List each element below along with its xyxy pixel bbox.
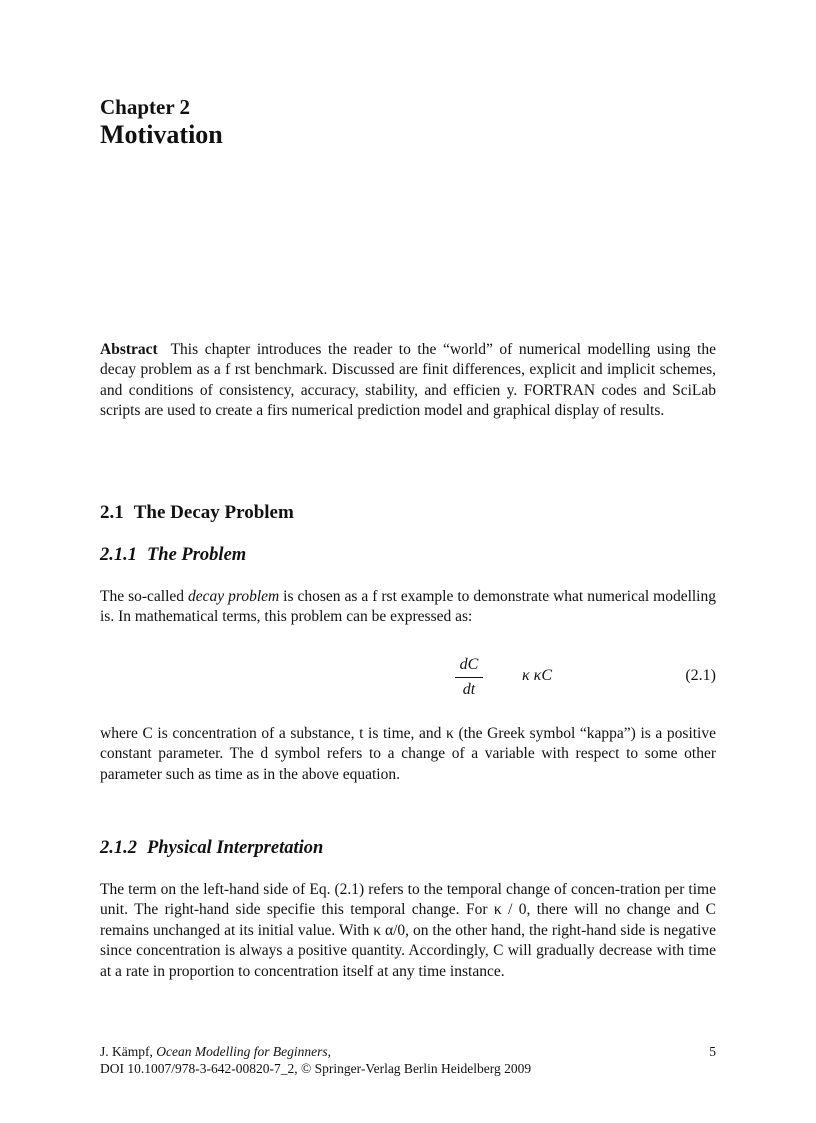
- abstract-text: This chapter introduces the reader to the “world” of numerical modelling using the decay problem as a f rst benchmark. Discussed are finit differences, explicit and implicit schemes, and conditions of consistency, accuracy, stability, and efficien y. FORTRAN codes and SciLab scripts are used to create a firs numerical prediction model and graphical display of results.: [100, 341, 716, 420]
- abstract: [100, 340, 716, 422]
- paragraph-physical-interpretation: The term on the left-hand side of Eq. (2.1) refers to the temporal change of concen-tration per time unit. The right-hand side specifie this temporal change. For κ / 0, there will no change and C remains unchanged at its initial value. With κ α/0, on the other hand, the right-hand side is negative since concentration is always a positive quantity. Accordingly, C will gradually decrease with time at a rate in proportion to concentration itself at any time instance.: [100, 881, 716, 980]
- footer-comma: ,: [327, 1044, 331, 1059]
- equation-numerator: dC: [459, 656, 479, 673]
- subsection-title: Physical Interpretation: [147, 838, 324, 858]
- subsection-title: The Problem: [147, 545, 247, 565]
- para-text-after: is chosen as a f rst example to demonstrate what numerical modelling is. In mathematical terms, this problem can be expressed as:: [100, 588, 716, 626]
- subsection-number: 2.1.2: [100, 838, 137, 858]
- equation-denominator: dt: [462, 681, 476, 698]
- paragraph-variables: where C is concentration of a substance, t is time, and κ (the Greek symbol “kappa”) is a positive constant parameter. The d symbol refers to a change of a variable with respect to some other parameter such as time as in the above equation.: [100, 725, 716, 783]
- chapter-title: Motivation: [100, 120, 223, 149]
- page-number: 5: [709, 1044, 716, 1059]
- equation-fraction: [455, 655, 483, 700]
- chapter-label: Chapter 2: [100, 95, 191, 119]
- paragraph-decay-intro: [100, 587, 716, 628]
- footer-book-title: Ocean Modelling for Beginners: [156, 1044, 328, 1059]
- equation-2-1: [100, 655, 716, 705]
- footer-doi: DOI 10.1007/978-3-642-00820-7_2, © Springer-Verlag Berlin Heidelberg 2009: [100, 1061, 532, 1076]
- para-term: decay problem: [188, 588, 280, 605]
- equation-number: (2.1): [685, 667, 716, 684]
- footer-citation: [100, 1043, 716, 1060]
- section-heading: [100, 502, 294, 524]
- equation-rhs: κ κC: [522, 667, 553, 684]
- section-title: The Decay Problem: [133, 502, 294, 523]
- subsection-heading-2: [100, 838, 323, 859]
- subsection-number: 2.1.1: [100, 545, 137, 565]
- subsection-heading-1: [100, 545, 246, 566]
- fraction-bar: [455, 677, 483, 678]
- para-text-before: The so-called: [100, 588, 188, 605]
- abstract-lead: Abstract: [100, 341, 158, 358]
- footer-author: J. Kämpf,: [100, 1044, 157, 1059]
- section-number: 2.1: [100, 502, 124, 523]
